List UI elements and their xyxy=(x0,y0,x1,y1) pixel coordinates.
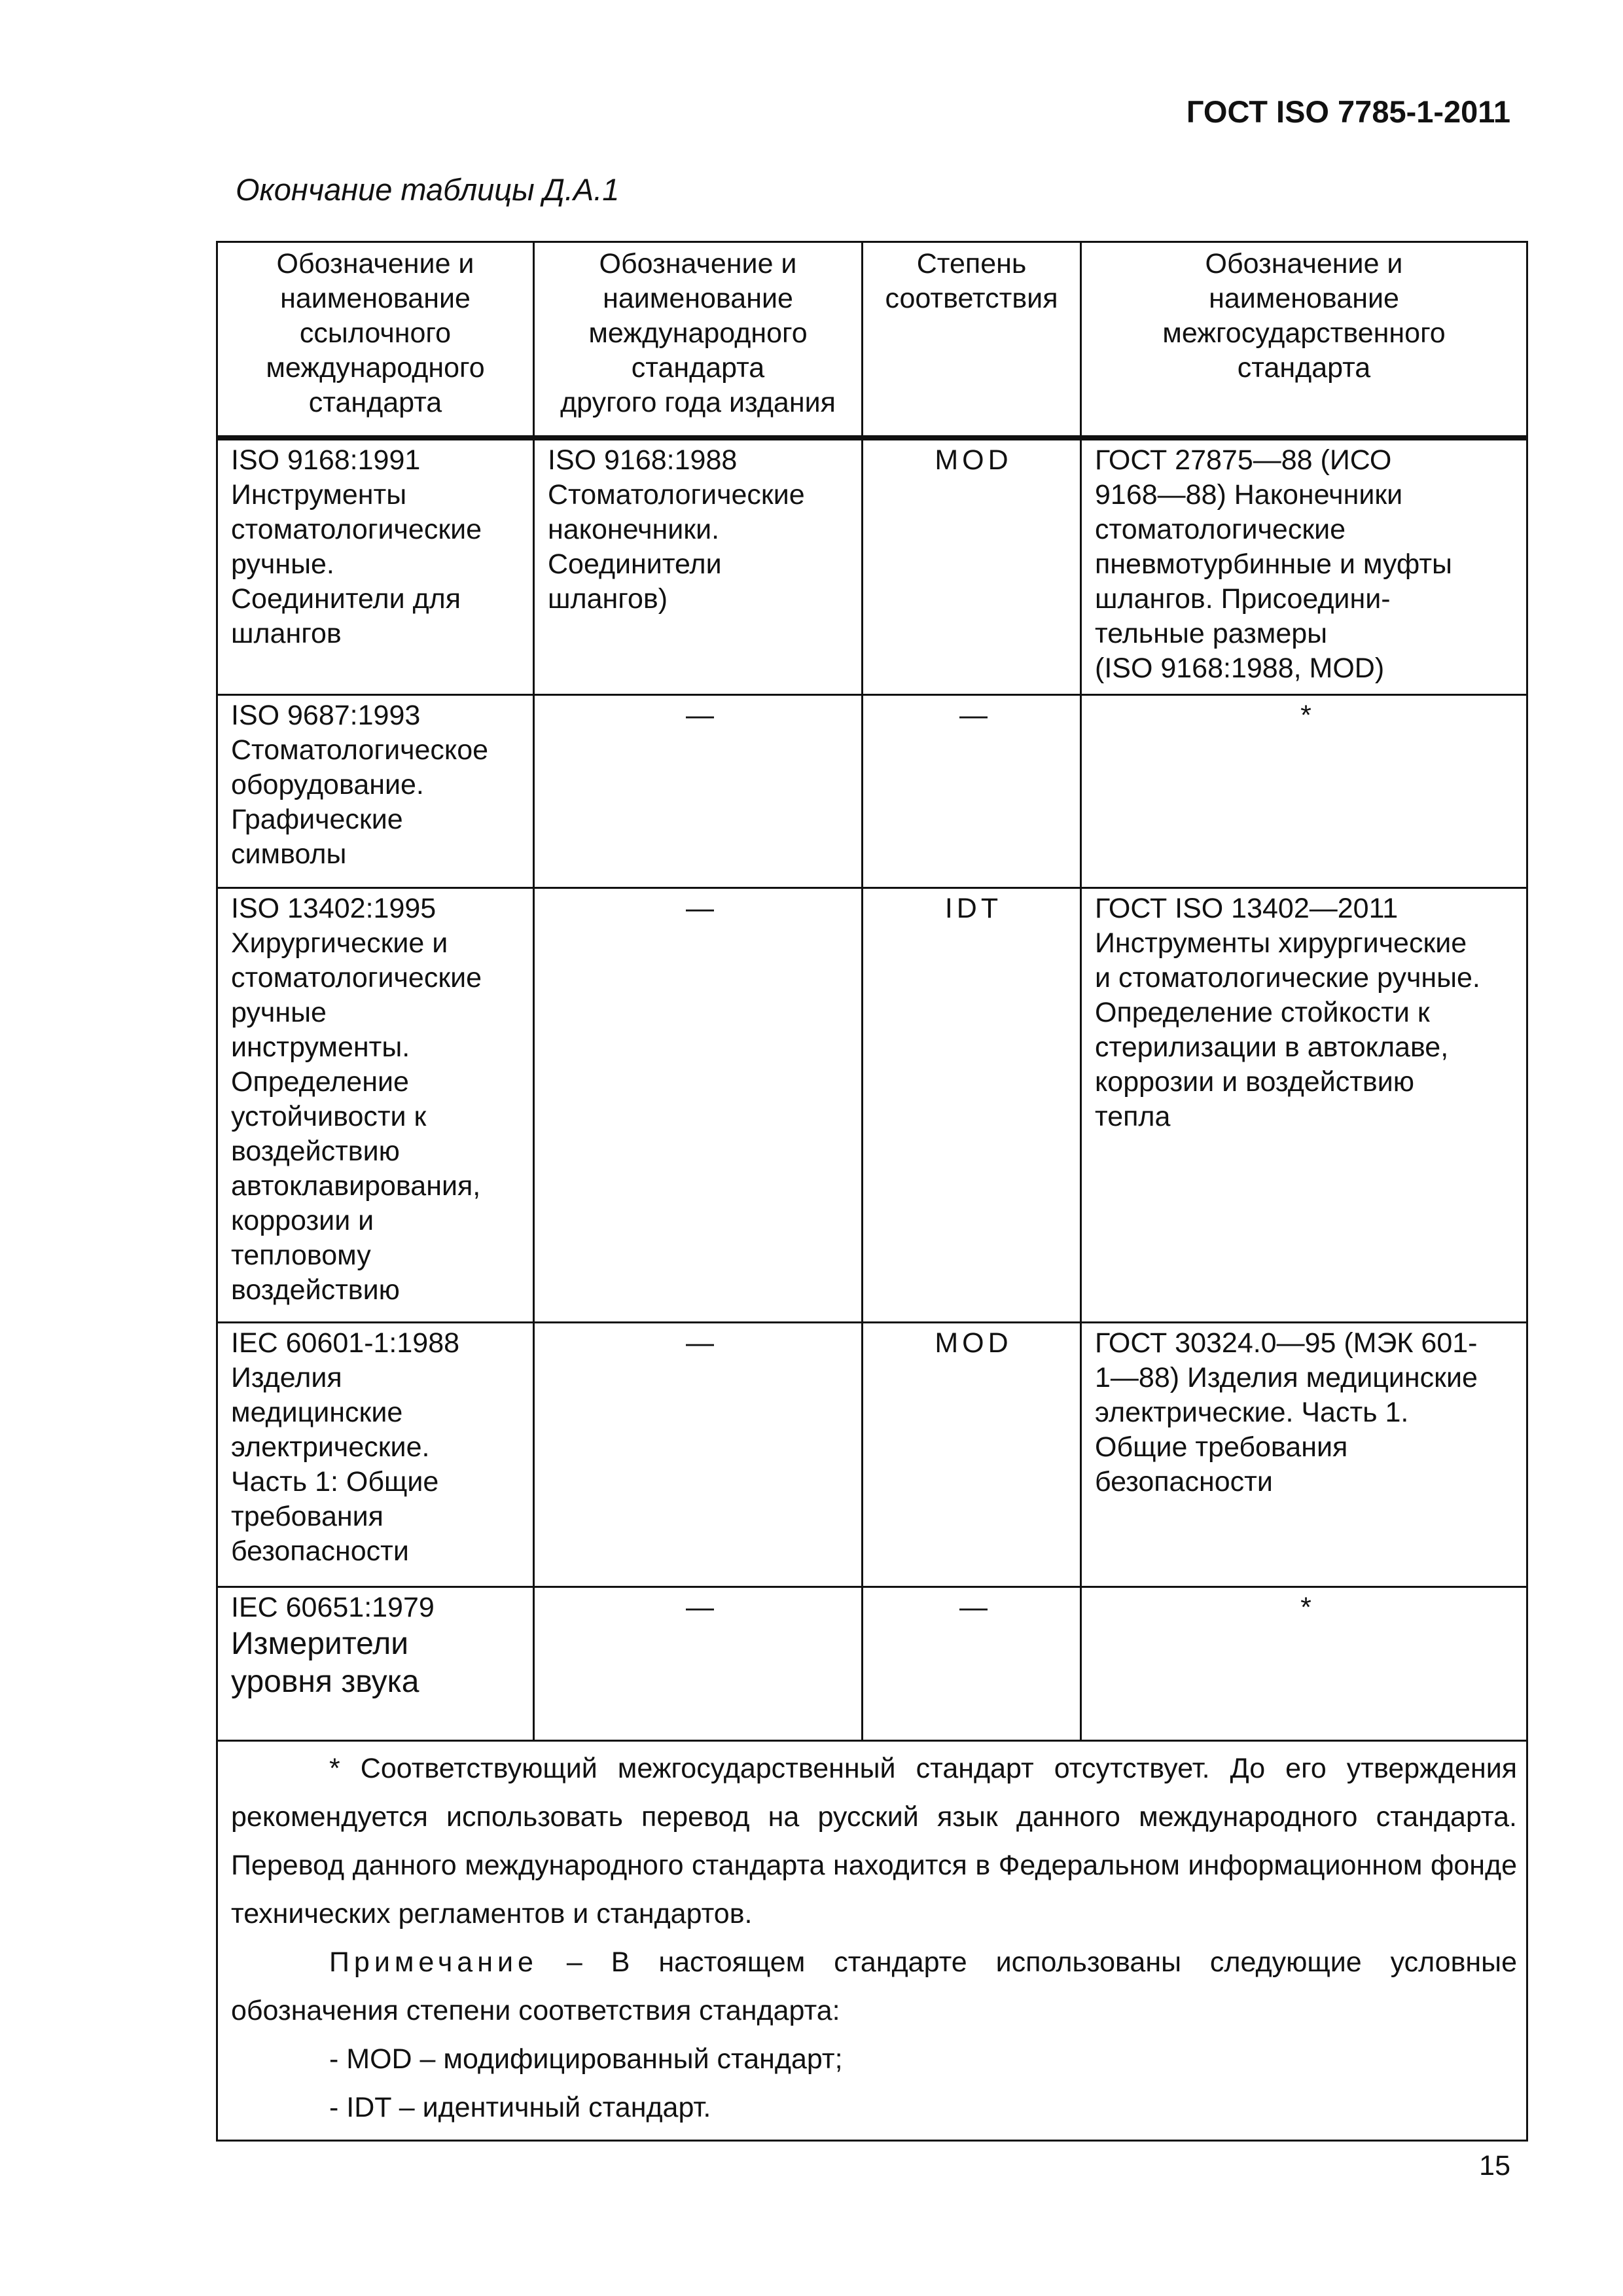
cell-line: международного xyxy=(266,352,485,384)
cell-line: автоклавирования, xyxy=(231,1170,481,1202)
cell-other-year-standard xyxy=(534,888,863,1323)
cell-line: * xyxy=(1300,700,1311,731)
cell-line: соответствия xyxy=(885,283,1058,314)
cell-line: шлангов) xyxy=(548,583,668,615)
table-header-row xyxy=(217,242,1527,439)
cell-line: стерилизации в автоклаве, xyxy=(1095,1031,1449,1063)
cell-line: стандарта xyxy=(631,352,765,384)
cell-line: ISO 13402:1995 xyxy=(231,893,437,924)
cell-line: наименование xyxy=(280,283,471,314)
cell-line: коррозии и воздействию xyxy=(1095,1066,1415,1098)
table-row xyxy=(217,438,1527,695)
cell-line: Часть 1: Общие xyxy=(231,1466,439,1498)
cell-line: Определение xyxy=(231,1066,409,1098)
page-number: 15 xyxy=(1479,2150,1510,2181)
document-code-header: ГОСТ ISO 7785-1-2011 xyxy=(1186,94,1510,129)
cell-line: ГОСТ 30324.0—95 (МЭК 601- xyxy=(1095,1327,1478,1359)
cell-line: Измерители xyxy=(231,1626,409,1661)
cell-line: и стоматологические ручные. xyxy=(1095,962,1480,994)
cell-line: межгосударственного xyxy=(1162,317,1446,349)
cell-line: пневмотурбинные и муфты xyxy=(1095,548,1452,580)
cell-line: ISO 9687:1993 xyxy=(231,700,421,731)
cell-line: стоматологические xyxy=(231,962,482,994)
note-dash: – xyxy=(537,1946,611,1978)
cell-interstate-standard xyxy=(1081,438,1527,695)
cell-line: — xyxy=(686,1592,714,1623)
cell-line: устойчивости к xyxy=(231,1101,427,1132)
cell-line: стандарта xyxy=(1237,352,1371,384)
cell-line: Инструменты xyxy=(231,479,407,511)
cell-degree: — xyxy=(863,1587,1081,1741)
cell-line: символы xyxy=(231,838,347,870)
cell-interstate-standard xyxy=(1081,1323,1527,1587)
cell-degree: IDT xyxy=(863,888,1081,1323)
cell-degree: — xyxy=(863,695,1081,888)
header-reference-standard xyxy=(217,242,534,439)
cell-other-year-standard xyxy=(534,1323,863,1587)
cell-line: Общие требования xyxy=(1095,1431,1348,1463)
cell-line: другого года издания xyxy=(560,387,836,418)
cell-line: воздействию xyxy=(231,1136,400,1167)
table-row xyxy=(217,888,1527,1323)
header-interstate-standard xyxy=(1081,242,1527,439)
cell-line: Стоматологические xyxy=(548,479,805,511)
cell-line: ISO 9168:1991 xyxy=(231,444,421,476)
cell-line: 1—88) Изделия медицинские xyxy=(1095,1362,1478,1393)
cell-line: тепла xyxy=(1095,1101,1171,1132)
cell-line: Графические xyxy=(231,804,403,835)
cell-line: безопасности xyxy=(1095,1466,1273,1498)
cell-line: Хирургические и xyxy=(231,927,448,959)
cell-line: ГОСТ 27875—88 (ИСО xyxy=(1095,444,1392,476)
cell-line: * xyxy=(1300,1592,1311,1623)
cell-line: шлангов xyxy=(231,618,342,649)
cell-reference-standard xyxy=(217,695,534,888)
note-item-mod: - MOD – модифицированный стандарт; xyxy=(329,2043,843,2075)
cell-line: стоматологические xyxy=(1095,514,1346,545)
cell-line: международного xyxy=(588,317,808,349)
cell-line: инструменты. xyxy=(231,1031,410,1063)
cell-line: электрические. Часть 1. xyxy=(1095,1397,1409,1428)
cell-line: коррозии и xyxy=(231,1205,374,1236)
cell-reference-standard xyxy=(217,888,534,1323)
cell-line: медицинские xyxy=(231,1397,403,1428)
cell-line: стандарта xyxy=(308,387,442,418)
header-other-year-standard xyxy=(534,242,863,439)
cell-degree: MOD xyxy=(863,438,1081,695)
note-label: Примечание xyxy=(329,1946,538,1978)
cell-line: 9168—88) Наконечники xyxy=(1095,479,1403,511)
footnote-text: * Соответствующий межгосударственный стандарт отсутствует. До его утверждения рекомендуется использовать перевод на русский язык данного международного стандарта. Перевод данного международного стандарта находится в Федеральном информационном фонде технических регламентов и стандартов. xyxy=(231,1753,1517,1929)
cell-line: электрические. xyxy=(231,1431,430,1463)
cell-line: (ISO 9168:1988, MOD) xyxy=(1095,653,1385,684)
cell-line: наконечники. xyxy=(548,514,720,545)
notes-row xyxy=(217,1741,1527,2141)
cell-line: Соединители для xyxy=(231,583,461,615)
table-caption: Окончание таблицы Д.А.1 xyxy=(236,172,620,207)
cell-line: уровня звука xyxy=(231,1664,419,1699)
cell-line: шлангов. Присоедини- xyxy=(1095,583,1391,615)
cell-reference-standard xyxy=(217,438,534,695)
cell-line: ссылочного xyxy=(299,317,452,349)
cell-line: Обозначение и xyxy=(1205,248,1403,279)
table-row xyxy=(217,1587,1527,1741)
note-text: В настоящем стандарте использованы следующие условные обозначения степени соответствия стандарта: xyxy=(231,1946,1517,2026)
cell-line: ручные xyxy=(231,997,327,1028)
cell-line: стоматологические xyxy=(231,514,482,545)
cell-line: воздействию xyxy=(231,1274,400,1306)
cell-line: наименование xyxy=(603,283,793,314)
table-row xyxy=(217,695,1527,888)
cell-line: Изделия xyxy=(231,1362,342,1393)
cell-line: Степень xyxy=(916,248,1027,279)
cell-line: — xyxy=(686,893,714,924)
cell-line: оборудование. xyxy=(231,769,424,800)
cell-reference-standard xyxy=(217,1323,534,1587)
cell-line: Обозначение и xyxy=(276,248,474,279)
standards-table xyxy=(216,241,1528,2142)
cell-interstate-standard xyxy=(1081,695,1527,888)
table-row xyxy=(217,1323,1527,1587)
cell-degree: MOD xyxy=(863,1323,1081,1587)
cell-line: — xyxy=(686,700,714,731)
cell-line: Инструменты хирургические xyxy=(1095,927,1467,959)
note-paragraph xyxy=(231,1938,1517,2035)
cell-reference-standard xyxy=(217,1587,534,1741)
cell-line: безопасности xyxy=(231,1535,409,1567)
cell-other-year-standard xyxy=(534,1587,863,1741)
reference-code: IEC 60651:1979 xyxy=(231,1592,435,1623)
cell-other-year-standard xyxy=(534,695,863,888)
cell-line: Определение стойкости к xyxy=(1095,997,1430,1028)
cell-line: — xyxy=(686,1327,714,1359)
cell-line: IEC 60601-1:1988 xyxy=(231,1327,460,1359)
cell-line: требования xyxy=(231,1501,383,1532)
cell-other-year-standard xyxy=(534,438,863,695)
cell-line: Стоматологическое xyxy=(231,734,489,766)
cell-line: Обозначение и xyxy=(599,248,797,279)
cell-line: Соединители xyxy=(548,548,722,580)
header-degree-of-correspondence xyxy=(863,242,1081,439)
reference-title xyxy=(231,1625,524,1701)
cell-line: тельные размеры xyxy=(1095,618,1328,649)
cell-interstate-standard xyxy=(1081,1587,1527,1741)
cell-line: ручные. xyxy=(231,548,334,580)
cell-interstate-standard xyxy=(1081,888,1527,1323)
note-item-idt: - IDT – идентичный стандарт. xyxy=(329,2092,711,2123)
cell-line: тепловому xyxy=(231,1240,371,1271)
notes-cell xyxy=(217,1741,1527,2141)
cell-line: наименование xyxy=(1209,283,1399,314)
cell-line: ISO 9168:1988 xyxy=(548,444,738,476)
cell-line: ГОСТ ISO 13402—2011 xyxy=(1095,893,1399,924)
